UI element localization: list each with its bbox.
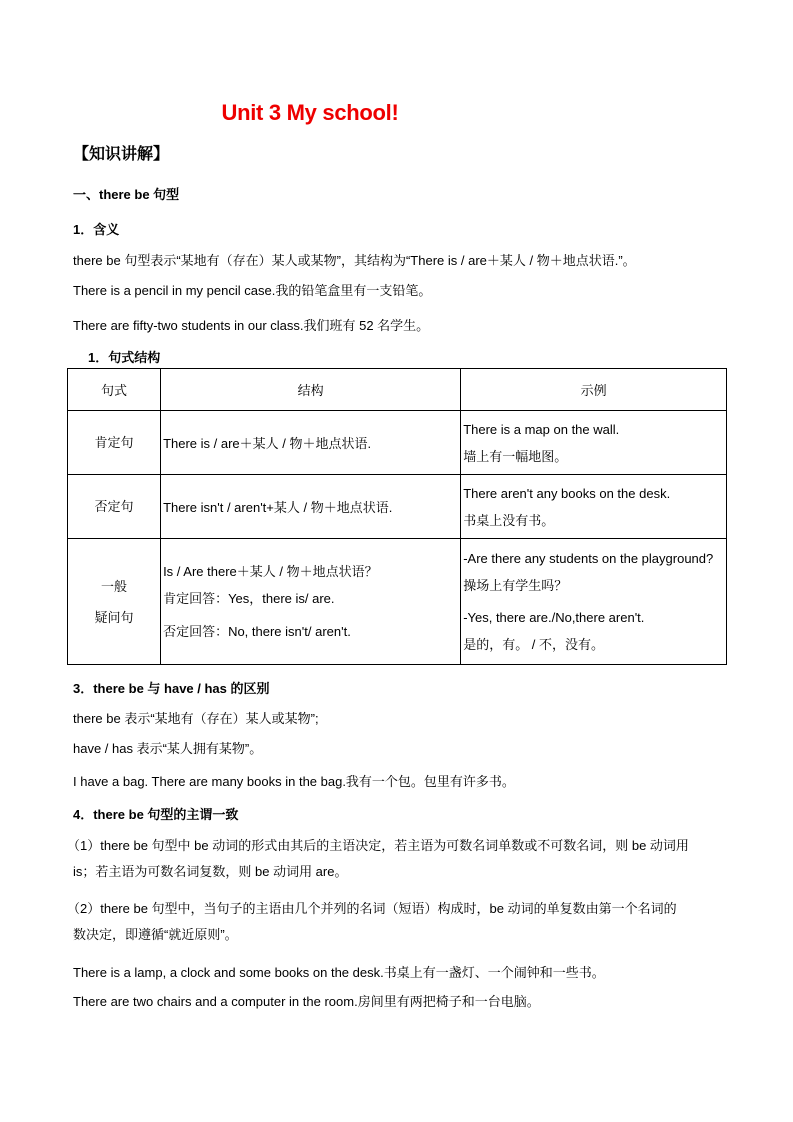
structure-cell [161, 475, 461, 539]
example-text: -Are there any students on the playground? [463, 551, 714, 566]
structure-text: There is / are＋某人 / 物＋地点状语. [163, 436, 372, 451]
example-text: -Yes, there are./No,there aren't. [463, 610, 645, 625]
sentence-type-label: 肯定句 [94, 435, 134, 450]
structure-cell [161, 411, 461, 475]
section3-line-2: have / has 表示“某人拥有某物”。 [73, 741, 263, 756]
table-header-cell: 句式 [68, 369, 161, 411]
example-text: 是的，有。 / 不，没有。 [463, 637, 605, 652]
section1-heading: 一、there be 句型 [73, 187, 180, 202]
example-text: 操场上有学生吗？ [463, 578, 568, 593]
meaning-label: 1．含义 [73, 222, 120, 237]
example-text: There is a map on the wall. [463, 421, 620, 437]
example-cell [461, 475, 727, 539]
structure-text: 肯定回答：Yes，there is/ are. [163, 591, 335, 606]
structure-cell [161, 539, 461, 665]
section4-rule1-line1: （1）there be 句型中 be 动词的形式由其后的主语决定，若主语为可数名词单数或不可数名词，则 be 动词用 [67, 838, 689, 853]
section4-example-1: There is a lamp, a clock and some books on the desk.书桌上有一盏灯、一个闹钟和一些书。 [73, 965, 605, 980]
structure-table [67, 368, 727, 665]
table-header-row [68, 369, 727, 411]
sentence-type-cell [68, 411, 161, 475]
sentence-type-label: 疑问句 [94, 609, 134, 625]
section3-heading: 3．there be 与 have / has 的区别 [73, 681, 270, 696]
meaning-example-1: There is a pencil in my pencil case.我的铅笔盒里有一支铅笔。 [73, 283, 432, 298]
table-header-cell: 示例 [461, 369, 727, 411]
meaning-definition: there be 句型表示“某地有（存在）某人或某物”，其结构为“There is / are＋某人 / 物＋地点状语.”。 [73, 253, 636, 268]
section4-rule2-line1: （2）there be 句型中，当句子的主语由几个并列的名词（短语）构成时，be 动词的单复数由第一个名词的 [67, 901, 677, 916]
table-row [68, 539, 727, 665]
sentence-type-label: 一般 [101, 578, 128, 594]
structure-text: Is / Are there＋某人 / 物＋地点状语？ [163, 564, 378, 579]
example-text: 书桌上没有书。 [463, 512, 555, 528]
knowledge-heading: 【知识讲解】 [73, 146, 170, 163]
structure-label: 1．句式结构 [88, 350, 161, 365]
table-header-cell: 结构 [161, 369, 461, 411]
meaning-example-2: There are fifty-two students in our class.我们班有 52 名学生。 [73, 318, 430, 333]
sentence-type-cell [68, 539, 161, 665]
section4-rule2-line2: 数决定，即遵循“就近原则”。 [73, 927, 238, 942]
section3-example: I have a bag. There are many books in the bag.我有一个包。包里有许多书。 [73, 774, 515, 789]
section4-example-2: There are two chairs and a computer in the room.房间里有两把椅子和一台电脑。 [73, 994, 540, 1009]
example-text: There aren't any books on the desk. [463, 485, 671, 501]
example-cell [461, 539, 727, 665]
example-cell [461, 411, 727, 475]
structure-text: 否定回答：No, there isn't/ aren't. [163, 624, 351, 639]
table-row [68, 411, 727, 475]
example-text: 墙上有一幅地图。 [463, 448, 568, 464]
section3-line-1: there be 表示“某地有（存在）某人或某物”; [73, 711, 319, 726]
sentence-type-label: 否定句 [94, 499, 134, 514]
section4-heading: 4．there be 句型的主谓一致 [73, 807, 239, 822]
structure-text: There isn't / aren't+某人 / 物＋地点状语. [163, 500, 393, 515]
page-title: Unit 3 My school! [221, 100, 399, 125]
section4-rule1-line2: is；若主语为可数名词复数，则 be 动词用 are。 [73, 864, 348, 879]
table-row [68, 475, 727, 539]
sentence-type-cell [68, 475, 161, 539]
